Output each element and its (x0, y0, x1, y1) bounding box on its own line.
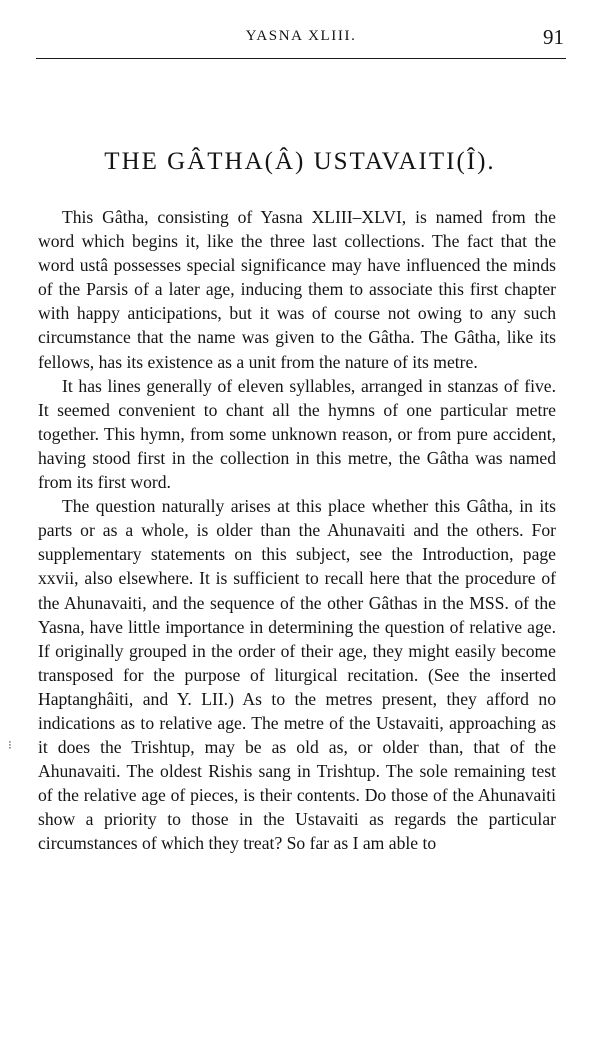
running-head (36, 25, 566, 52)
paragraph-3: The question naturally arises at this place whether this Gâtha, in its parts or as a whole, is older than the Ahunavaiti and the others. For supplementary statements on this subject, see the Introduction, page xxvii, also elsewhere. It is sufficient to recall here that the procedure of the Ahunavaiti, and the sequence of the other Gâthas in the MSS. of the Yasna, have little importance in determining the question of relative age. If originally grouped in the order of their age, they might easily become transposed for the purpose of liturgical recitation. (See the inserted Haptanghâiti, and Y. LII.) As to the metres present, they afford no indications as to relative age. The metre of the Ustavaiti, approaching as it does the Trishtup, may be as old as, or older than, that of the Ahunavaiti. The oldest Rishis sang in Trishtup. The sole remaining test of the relative age of pieces, is their contents. Do those of the Ahunavaiti show a priority to those in the Ustavaiti as regards the particular circumstances of which they treat? So far as I am able to (38, 496, 556, 854)
paragraph-1: This Gâtha, consisting of Yasna XLIII–XLVI, is named from the word which begins it, like the three last collections. The fact that the word ustâ possesses special significance may have influenced the minds of the Parsis of a later age, inducing them to associate this first chapter with happy anticipations, but it was of course not owing to any such circumstance that the name was given to the Gâtha. The Gâtha, like its fellows, has its existence as a unit from the nature of its metre. (38, 207, 556, 372)
header-rule (36, 58, 566, 59)
page-number: 91 (543, 25, 564, 49)
paragraph-2: It has lines generally of eleven syllables, arranged in stanzas of five. It seemed convenient to chant all the hymns of one particular metre together. This hymn, from some unknown reason, or from pure accident, having stood first in the collection in this metre, the Gâtha was named from its first word. (38, 375, 556, 493)
running-title: YASNA XLIII. (245, 28, 357, 44)
gutter-mark: ⁝ (8, 738, 12, 752)
body-text (38, 205, 556, 856)
chapter-title: THE GÂTHA(Â) USTAVAITI(Î). (104, 148, 496, 175)
